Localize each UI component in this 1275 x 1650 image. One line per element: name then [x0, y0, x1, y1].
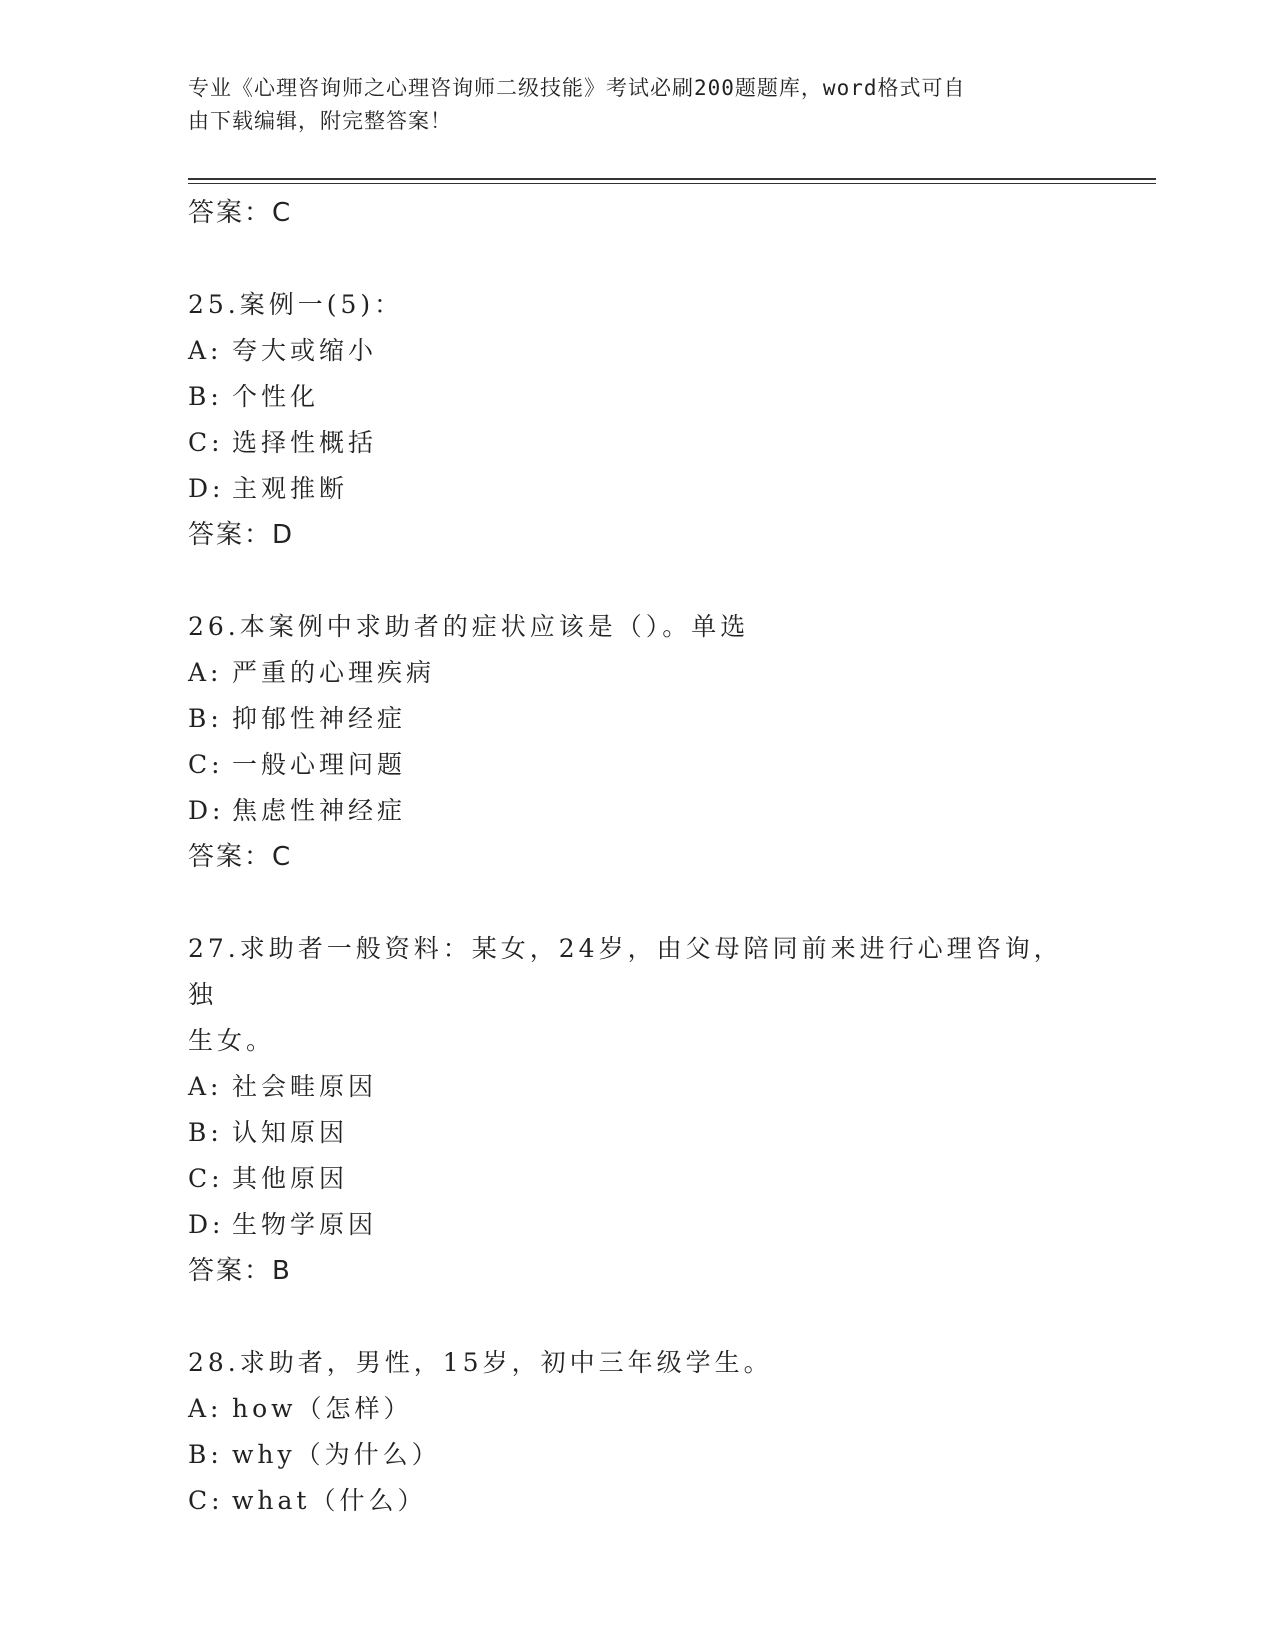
option-a	[188, 650, 1088, 696]
option-c	[188, 742, 1088, 788]
option-c	[188, 1156, 1088, 1202]
option-text: 严重的心理疾病	[232, 658, 436, 687]
option-text: 个性化	[232, 382, 320, 411]
option-text: 其他原因	[232, 1164, 349, 1193]
option-letter: A:	[188, 336, 223, 365]
answer-line: 答案：D	[188, 520, 295, 550]
option-d	[188, 1202, 1088, 1248]
option-letter: B:	[188, 1118, 223, 1147]
option-letter: A:	[188, 1072, 223, 1101]
option-letter: B:	[188, 704, 223, 733]
question-text: 25.案例一(5)：	[188, 290, 404, 319]
option-letter: D:	[188, 474, 225, 503]
option-text: why（为什么）	[232, 1440, 441, 1469]
question-26	[188, 604, 1088, 880]
option-text: 社会畦原因	[232, 1072, 378, 1101]
option-text: what（什么）	[232, 1486, 427, 1515]
option-b	[188, 1110, 1088, 1156]
option-letter: B:	[188, 382, 223, 411]
option-c	[188, 1478, 1088, 1524]
option-d	[188, 466, 1088, 512]
option-text: 抑郁性神经症	[232, 704, 407, 733]
header-rule-thin	[188, 183, 1156, 184]
option-b	[188, 1432, 1088, 1478]
option-c	[188, 420, 1088, 466]
header-rule-thick	[188, 178, 1156, 180]
question-text-continued: 生女。	[188, 1026, 276, 1055]
answer-line: 答案：C	[188, 842, 293, 872]
option-d	[188, 788, 1088, 834]
answer-line: 答案：C	[188, 198, 293, 228]
option-text: 主观推断	[232, 474, 349, 503]
question-text: 27.求助者一般资料：某女，24岁，由父母陪同前来进行心理咨询，独	[188, 934, 1063, 1009]
option-text: 选择性概括	[232, 428, 378, 457]
option-text: 认知原因	[232, 1118, 349, 1147]
option-a	[188, 1064, 1088, 1110]
option-b	[188, 696, 1088, 742]
question-25	[188, 282, 1088, 558]
option-letter: B:	[188, 1440, 223, 1469]
option-text: 夸大或缩小	[232, 336, 378, 365]
option-text: 一般心理问题	[232, 750, 407, 779]
header-line-1: 专业《心理咨询师之心理咨询师二级技能》考试必刷200题题库，word格式可自	[188, 76, 966, 100]
option-letter: A:	[188, 1394, 223, 1423]
option-a	[188, 328, 1088, 374]
option-text: how（怎样）	[232, 1394, 413, 1423]
question-text: 28.求助者，男性，15岁，初中三年级学生。	[188, 1348, 773, 1377]
option-letter: C:	[188, 750, 224, 779]
question-text: 26.本案例中求助者的症状应该是（）。单选	[188, 612, 750, 641]
option-b	[188, 374, 1088, 420]
option-text: 生物学原因	[232, 1210, 378, 1239]
question-28	[188, 1340, 1088, 1524]
option-a	[188, 1386, 1088, 1432]
question-list	[188, 190, 1088, 1524]
header-line-2: 由下载编辑，附完整答案！	[188, 109, 452, 133]
option-letter: D:	[188, 1210, 225, 1239]
option-letter: C:	[188, 1486, 224, 1515]
option-text: 焦虑性神经症	[232, 796, 407, 825]
option-letter: C:	[188, 428, 224, 457]
option-letter: D:	[188, 796, 225, 825]
option-letter: C:	[188, 1164, 224, 1193]
question-27	[188, 926, 1088, 1294]
answer-line: 答案：B	[188, 1256, 292, 1286]
document-header	[188, 72, 1068, 138]
option-letter: A:	[188, 658, 223, 687]
